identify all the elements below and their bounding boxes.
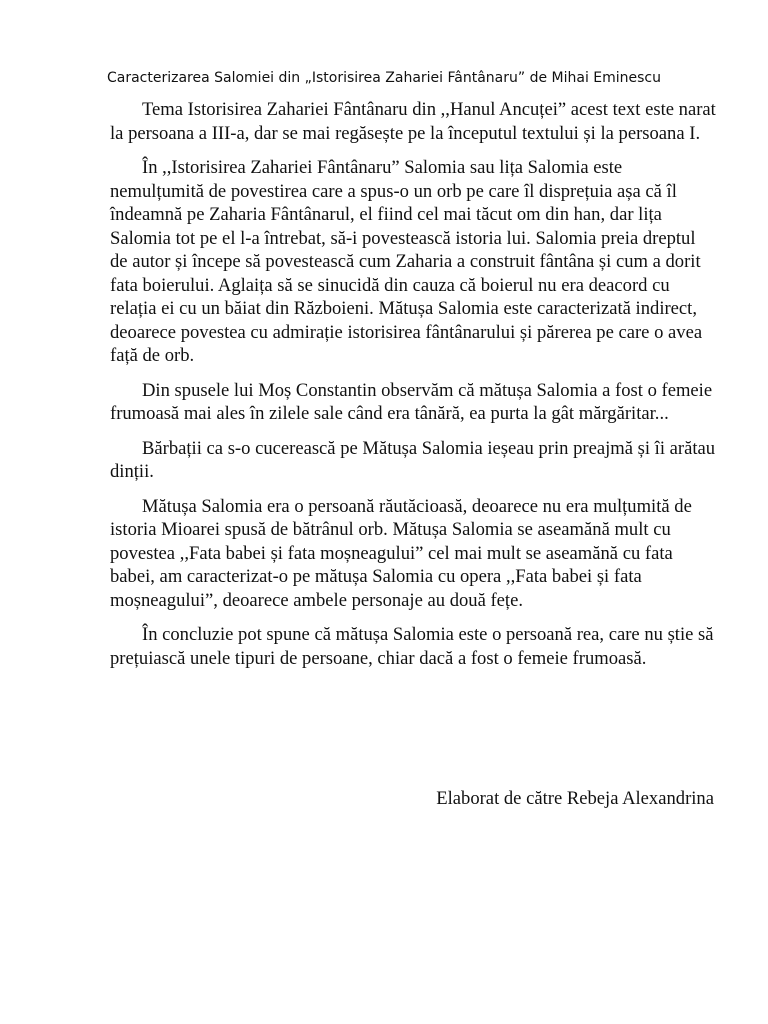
paragraph-description: Din spusele lui Moș Constantin observăm că mătușa Salomia a fost o femeie frumoasă mai ales în zilele sale când era tânără, ea purta la gât mărgăritar...	[110, 379, 713, 424]
paragraph-summary: În ,,Istorisirea Zahariei Fântânaru” Salomia sau lița Salomia este nemulțumită de povestirea care a spus-o un orb pe care îl disprețuia așa că îl îndeamnă pe Zaharia Fântânarul, el fiind cel mai tăcut om din han, dar lița Salomia tot pe el l-a întrebat, să-i povestească istoria lui. Salomia preia dreptul de autor și începe să povestească cum Zaharia a construit fântâna și cum a dorit fata boierului. Aglaița să se sinucidă din cauza că boierul nu era deacord cu relația ei cu un băiat din Războieni. Mătușa Salomia este caracterizată indirect, deoarece povestea cu admirație istorisirea fântânarului și părerea pe care o avea față de orb.	[110, 157, 703, 366]
paragraph-intro: Tema Istorisirea Zahariei Fântânaru din ,,Hanul Ancuței” acest text este narat la persoana a III-a, dar se mai regăsește pe la începutul textului și la persoana I.	[110, 99, 716, 144]
author-signature: Elaborat de către Rebeja Alexandrina	[436, 788, 714, 809]
paragraph-character: Mătușa Salomia era o persoană răutăcioasă, deoarece nu era mulțumită de istoria Mioarei spusă de bătrânul orb. Mătușa Salomia se aseamănă mult cu povestea ,,Fata babei și fata moșneagului” cel mai mult se aseamănă cu fata babei, am caracterizat-o pe mătușa Salomia cu opera ,,Fata babei și fata moșneagului”, deoarece ambele personaje au două fețe.	[110, 495, 692, 611]
document-title: Caracterizarea Salomiei din „Istorisirea Zahariei Fântânaru” de Mihai Eminescu	[106, 70, 662, 86]
document-body	[110, 98, 716, 681]
paragraph-suitors: Bărbații ca s-o cucerească pe Mătușa Salomia ieșeau prin preajmă și îi arătau dinții.	[110, 437, 716, 482]
paragraph-conclusion: În concluzie pot spune că mătușa Salomia este o persoană rea, care nu știe să prețuiască unele tipuri de persoane, chiar dacă a fost o femeie frumoasă.	[110, 624, 714, 669]
